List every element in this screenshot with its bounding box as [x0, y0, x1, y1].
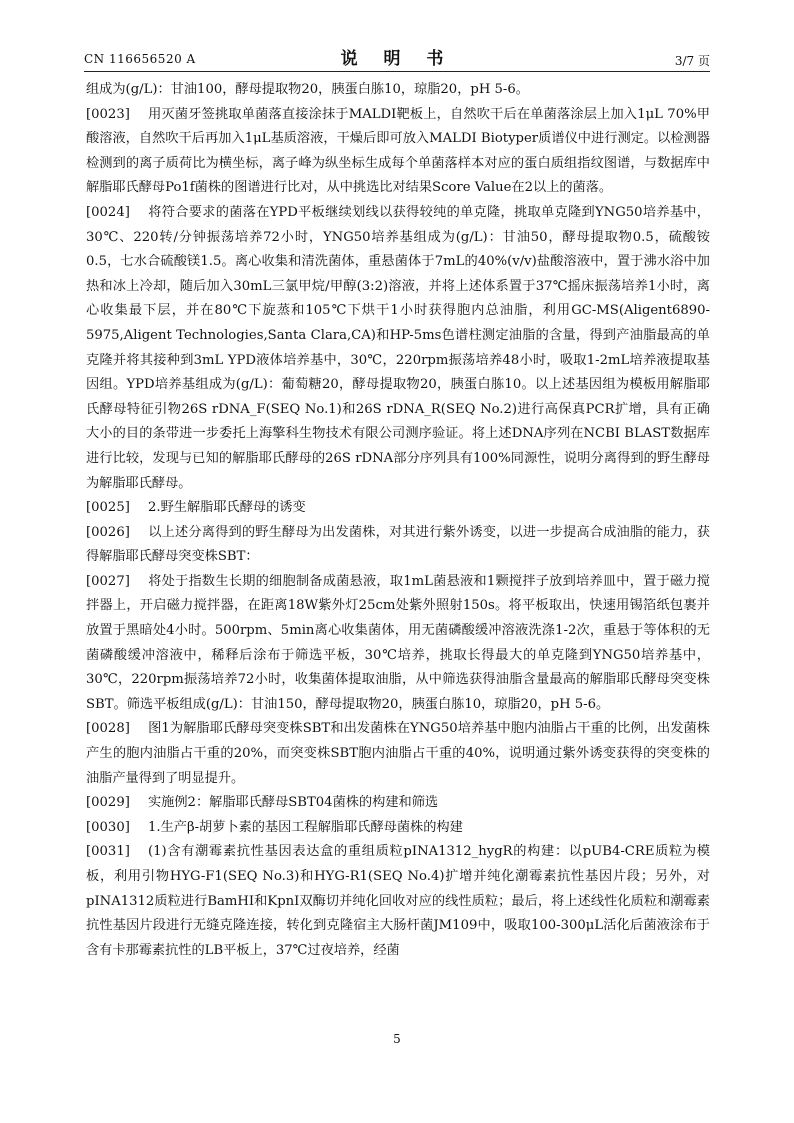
page-number: 5	[393, 1032, 401, 1046]
paragraph-number: [0025]	[86, 500, 130, 516]
paragraph-0023	[86, 103, 710, 201]
paragraph-number: [0031]	[86, 844, 130, 860]
paragraph-text: 将处于指数生长期的细胞制备成菌悬液，取1mL菌悬液和1颗搅拌子放到培养皿中，置于磁力搅拌器上，开启磁力搅拌器，在距离18W紫外灯25cm处紫外照射150s。将平板取出，快速用锡箔纸包裹并放置于黑暗处4小时。500rpm、5min离心收集菌体，用无菌磷酸缓冲溶液洗涤1-2次，重悬于等体积的无菌磷酸缓冲溶液中，稀释后涂布于筛选平板，30℃培养，挑取长得最大的单克隆到YNG50培养基中，30℃，220rpm振荡培养72小时，收集菌体提取油脂，从中筛选获得油脂含量最高的解脂耶氏酵母突变株SBT。筛选平板组成(g/L)：甘油150，酵母提取物20，胰蛋白胨10，琼脂20，pH 5-6。	[86, 573, 710, 712]
document-title: 说 明 书	[340, 49, 454, 69]
paragraph-0029	[86, 791, 710, 816]
paragraph-number: [0023]	[86, 106, 130, 122]
paragraph-text: 将符合要求的菌落在YPD平板继续划线以获得较纯的单克隆，挑取单克隆到YNG50培养基中，30℃、220转/分钟振荡培养72小时，YNG50培养基组成为(g/L)：甘油50，酵母提取物0.5，硫酸铵0.5，七水合硫酸镁1.5。离心收集和清洗菌体，重悬菌体于7mL的40%(v/v)盐酸溶液中，置于沸水浴中加热和冰上冷却，随后加入30mL三氯甲烷/甲醇(3:2)溶液，并将上述体系置于37℃摇床振荡培养1小时，离心收集最下层，并在80℃下旋蒸和105℃下烘干1小时获得胞内总油脂，利用GC-MS(Aligent6890-5975,Aligent Technologies,Santa Clara,CA)和HP-5ms色谱柱测定油脂的含量，得到产油脂最高的单克隆并将其接种到3mL YPD液体培养基中，30℃，220rpm振荡培养48小时，吸取1-2mL培养液提取基因组。YPD培养基组成为(g/L)：葡萄糖20，酵母提取物20，胰蛋白胨10。以上述基因组为模板用解脂耶氏酵母特征引物26S rDNA_F(SEQ No.1)和26S rDNA_R(SEQ No.2)进行高保真PCR扩增，具有正确大小的目的条带进一步委托上海擎科生物技术有限公司测序验证。将上述DNA序列在NCBI BLAST数据库进行比较，发现与已知的解脂耶氏酵母的26S rDNA部分序列具有100%同源性，说明分离得到的野生酵母为解脂耶氏酵母。	[86, 204, 710, 491]
paragraph-number: [0028]	[86, 721, 130, 737]
paragraph-number: [0024]	[86, 204, 130, 220]
document-body	[86, 78, 710, 963]
paragraph-0024	[86, 201, 710, 496]
paragraph-0028	[86, 717, 710, 791]
paragraph-continuation	[86, 78, 710, 103]
paragraph-number: [0030]	[86, 819, 130, 835]
header-rule	[84, 71, 710, 72]
paragraph-0030	[86, 816, 710, 841]
paragraph-text: 实施例2：解脂耶氏酵母SBT04菌株的构建和筛选	[148, 795, 439, 811]
paragraph-text: 2.野生解脂耶氏酵母的诱变	[148, 500, 306, 516]
paragraph-number: [0026]	[86, 524, 130, 540]
paragraph-number: [0027]	[86, 573, 130, 589]
paragraph-text: 以上述分离得到的野生酵母为出发菌株，对其进行紫外诱变，以进一步提高合成油脂的能力，获得解脂耶氏酵母突变株SBT：	[86, 524, 710, 565]
page-indicator: 3/7 页	[674, 54, 710, 68]
page-header	[84, 44, 710, 68]
paragraph-text: 用灭菌牙签挑取单菌落直接涂抹于MALDI靶板上，自然吹干后在单菌落涂层上加入1μL 70%甲酸溶液，自然吹干后再加入1μL基质溶液，干燥后即可放入MALDI Biotyper质谱仪中进行测定。以检测器检测到的离子质荷比为横坐标，离子峰为纵坐标生成每个单菌落样本对应的蛋白质组指纹图谱，与数据库中解脂耶氏酵母Po1f菌株的图谱进行比对，从中挑选比对结果Score Value在2以上的菌落。	[86, 106, 710, 196]
paragraph-number: [0029]	[86, 795, 130, 811]
paragraph-0026	[86, 521, 710, 570]
paragraph-0027	[86, 570, 710, 718]
paragraph-text: 1.生产β-胡萝卜素的基因工程解脂耶氏酵母菌株的构建	[148, 819, 463, 835]
paragraph-0031	[86, 840, 710, 963]
document-id: CN 116656520 A	[84, 52, 196, 66]
paragraph-text: (1)含有潮霉素抗性基因表达盒的重组质粒pINA1312_hygR的构建：以pUB4-CRE质粒为模板，利用引物HYG-F1(SEQ No.3)和HYG-R1(SEQ No.4)扩增并纯化潮霉素抗性基因片段；另外，对pINA1312质粒进行BamHI和KpnI双酶切并纯化回收对应的线性质粒；最后，将上述线性化质粒和潮霉素抗性基因片段进行无缝克隆连接，转化到克隆宿主大肠杆菌JM109中，吸取100-300μL活化后菌液涂布于含有卡那霉素抗性的LB平板上，37℃过夜培养，经菌	[86, 844, 710, 958]
paragraph-0025	[86, 496, 710, 521]
paragraph-text: 图1为解脂耶氏酵母突变株SBT和出发菌株在YNG50培养基中胞内油脂占干重的比例，出发菌株产生的胞内油脂占干重的20%，而突变株SBT胞内油脂占干重的40%，说明通过紫外诱变获得的突变株的油脂产量得到了明显提升。	[86, 721, 710, 786]
paragraph-text: 组成为(g/L)：甘油100，酵母提取物20，胰蛋白胨10，琼脂20，pH 5-6。	[86, 82, 529, 97]
